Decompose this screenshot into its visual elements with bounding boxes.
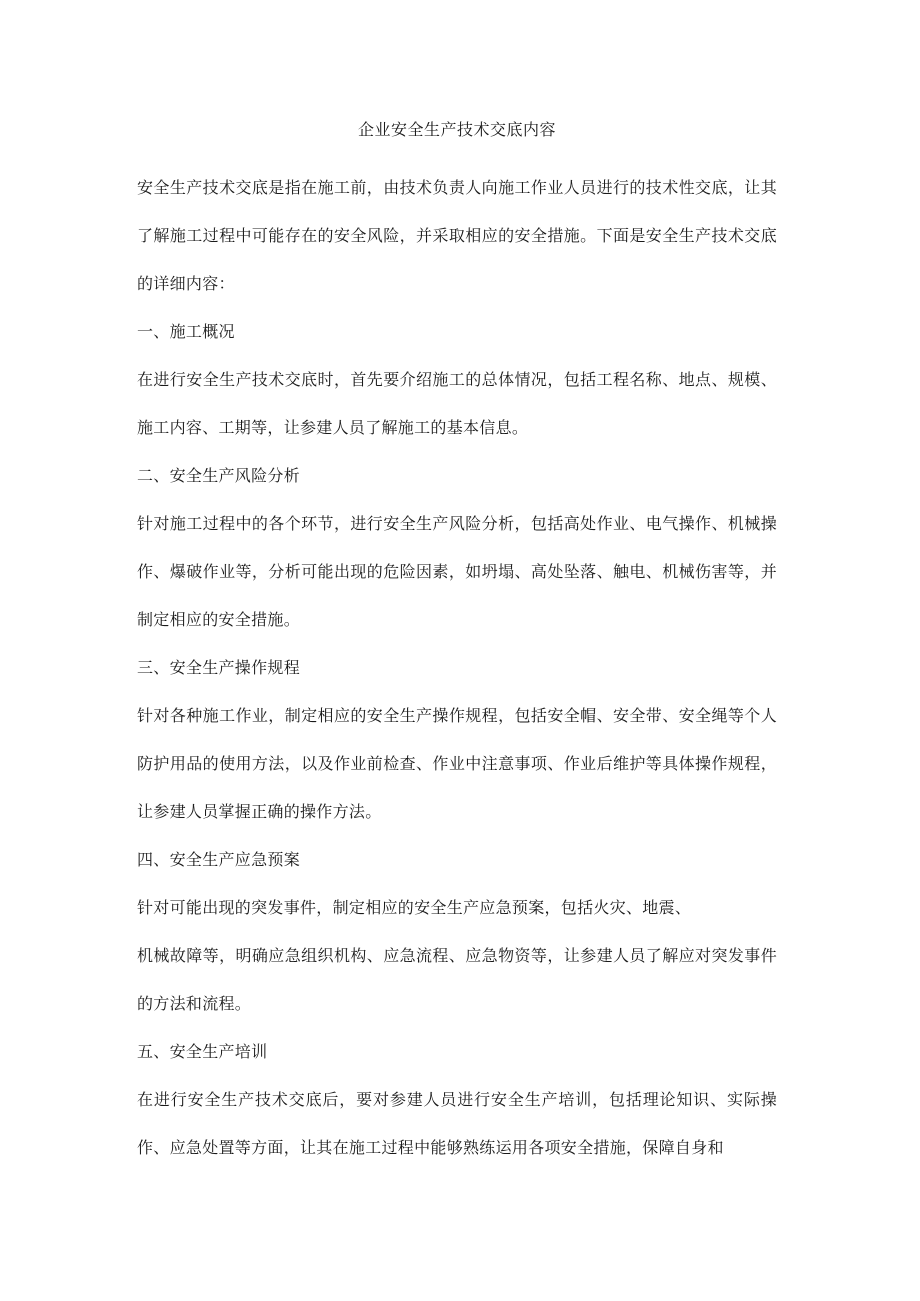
section-body-overview: 在进行安全生产技术交底时，首先要介绍施工的总体情况，包括工程名称、地点、规模、施工内容、工期等，让参建人员了解施工的基本信息。 [137,370,777,437]
section-heading-operating-rules: 三、安全生产操作规程 [137,658,301,677]
emergency-plan-line-1: 针对可能出现的突发事件，制定相应的安全生产应急预案，包括火灾、地震、 [137,898,692,917]
document-content [137,118,777,1172]
section-body-operating-rules: 针对各种施工作业，制定相应的安全生产操作规程，包括安全帽、安全带、安全绳等个人防护用品的使用方法，以及作业前检查、作业中注意事项、作业后维护等具体操作规程，让参建人员掌握正确的操作方法。 [137,706,777,821]
document-title: 企业安全生产技术交底内容 [357,120,556,139]
intro-paragraph: 安全生产技术交底是指在施工前，由技术负责人向施工作业人员进行的技术性交底，让其了解施工过程中可能存在的安全风险，并采取相应的安全措施。下面是安全生产技术交底的详细内容： [137,178,777,293]
section-heading-overview: 一、施工概况 [137,322,235,341]
section-heading-training: 五、安全生产培训 [137,1042,268,1061]
emergency-plan-line-2: 机械故障等，明确应急组织机构、应急流程、应急物资等，让参建人员了解应对突发事件的方法和流程。 [137,946,777,1013]
section-heading-risk-analysis: 二、安全生产风险分析 [137,466,301,485]
section-body-training: 在进行安全生产技术交底后，要对参建人员进行安全生产培训，包括理论知识、实际操作、应急处置等方面，让其在施工过程中能够熟练运用各项安全措施，保障自身和 [137,1090,777,1157]
section-body-emergency-plan [137,884,777,1028]
section-body-risk-analysis: 针对施工过程中的各个环节，进行安全生产风险分析，包括高处作业、电气操作、机械操作、爆破作业等，分析可能出现的危险因素，如坍塌、高处坠落、触电、机械伤害等，并制定相应的安全措施。 [137,514,777,629]
section-heading-emergency-plan: 四、安全生产应急预案 [137,850,301,869]
